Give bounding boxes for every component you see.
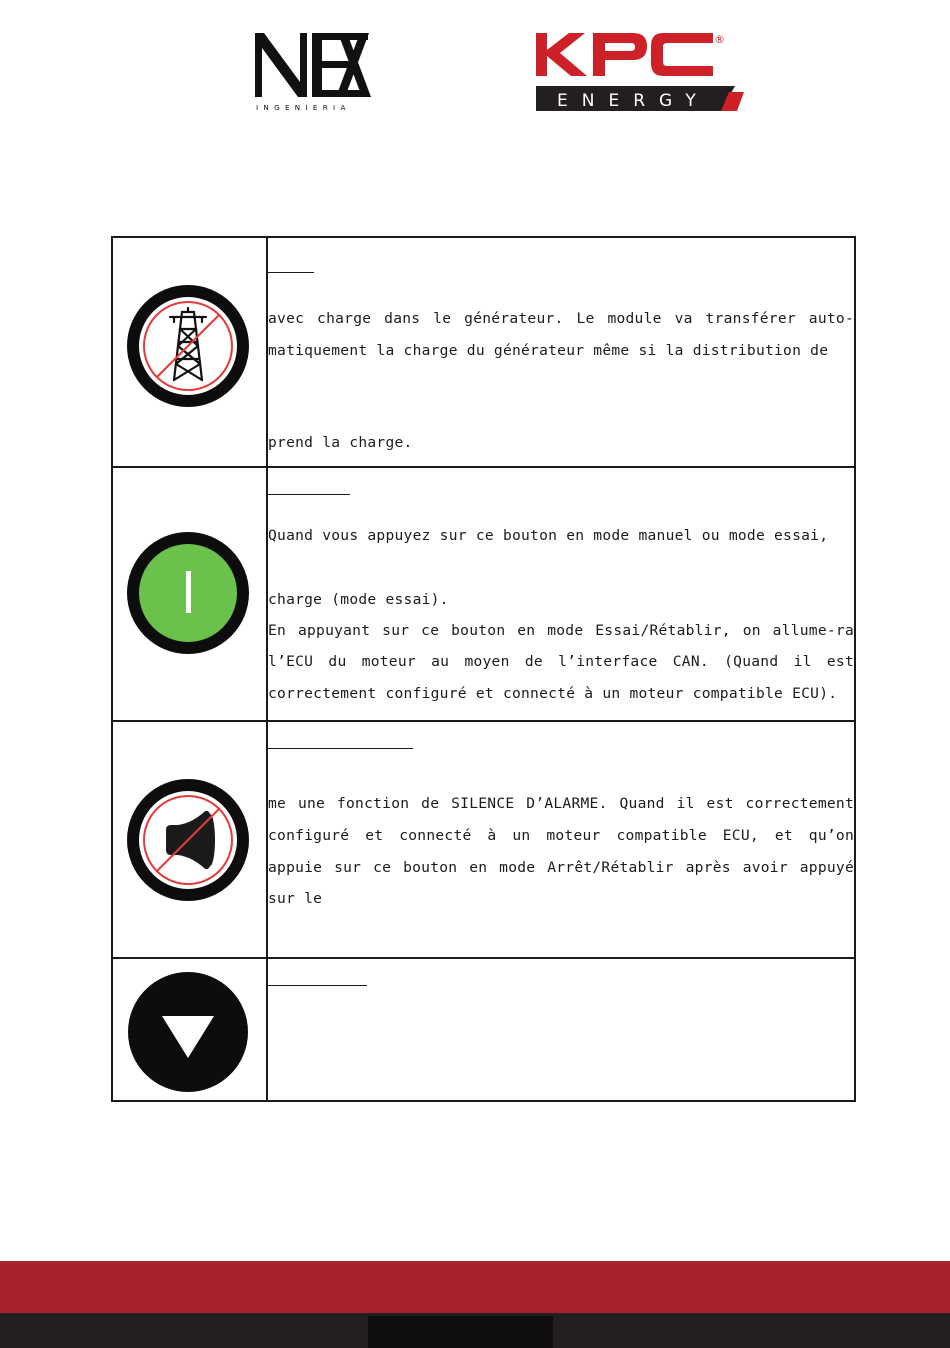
icon-cell <box>112 721 267 958</box>
description-paragraph: En appuyant sur ce bouton en mode Essai/Rétablir, on allume-ra l’ECU du moteur au moyen de l’interface CAN. (Quand il est correctement configuré et connecté à un moteur compatible ECU). <box>268 621 854 703</box>
description-paragraph: me une fonction de SILENCE D’ALARME. Quand il est correctement configuré et connecté à un moteur compatible ECU, et qu’on appuie sur ce bouton en mode Arrêt/Rétablir après avoir appuyé sur le <box>268 795 854 908</box>
utility-power-prohibited-icon <box>126 284 250 408</box>
button-description-table <box>111 236 856 1102</box>
description-cell <box>267 958 855 1101</box>
table-row <box>112 958 855 1101</box>
heading-underline <box>268 985 367 986</box>
icon-cell <box>112 237 267 467</box>
description-cell <box>267 467 855 721</box>
start-button-icon <box>126 531 250 655</box>
heading-underline <box>268 272 314 273</box>
heading-underline <box>268 494 350 495</box>
registered-mark: ® <box>714 33 725 46</box>
description-cell <box>267 237 855 467</box>
heading-underline <box>268 748 413 749</box>
table-row <box>112 467 855 721</box>
nex-tagline: INGENIERIA <box>256 103 351 112</box>
down-arrow-button-icon <box>126 970 250 1090</box>
icon-cell <box>112 467 267 721</box>
footer-page-box <box>368 1316 553 1348</box>
horn-prohibited-icon <box>126 778 250 902</box>
description-paragraph: Quand vous appuyez sur ce bouton en mode manuel ou mode essai, <box>268 527 829 544</box>
table-row <box>112 237 855 467</box>
description-paragraph: prend la charge. <box>268 434 413 452</box>
kpc-energy-logo <box>533 30 748 114</box>
icon-cell <box>112 958 267 1101</box>
table-row <box>112 721 855 958</box>
kpc-tagline: ENERGY <box>557 91 710 111</box>
description-cell <box>267 721 855 958</box>
footer-red-band <box>0 1261 950 1313</box>
description-paragraph: avec charge dans le générateur. Le module va transférer auto-matiquement la charge du générateur même si la distribution de <box>268 309 854 359</box>
nex-ingenieria-logo <box>250 30 375 114</box>
description-paragraph: charge (mode essai). <box>268 590 449 608</box>
